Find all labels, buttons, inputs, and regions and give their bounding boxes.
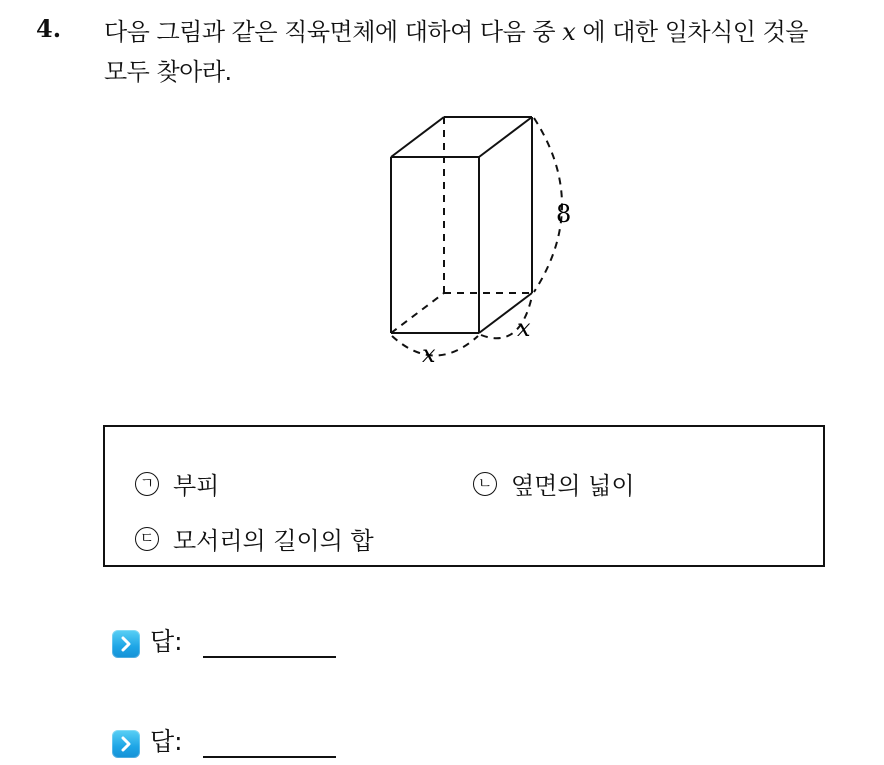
answer-field-2[interactable] bbox=[203, 722, 336, 758]
width-label: x bbox=[422, 340, 436, 368]
chevron-right-icon bbox=[112, 730, 140, 758]
choice-c bbox=[135, 521, 374, 556]
cuboid-figure bbox=[370, 100, 590, 380]
chevron-right-icon bbox=[112, 630, 140, 658]
answer-row-1 bbox=[112, 622, 336, 658]
choice-b-label: 옆면의 넓이 bbox=[511, 472, 635, 500]
answer-label-1: 답: bbox=[150, 627, 183, 656]
question-number: 4. bbox=[36, 14, 62, 43]
choice-a bbox=[135, 466, 219, 501]
choice-c-label: 모서리의 길이의 합 bbox=[173, 527, 374, 555]
height-label: 8 bbox=[556, 200, 572, 228]
question-text-line2: 모두 찾아라. bbox=[104, 58, 232, 86]
answer-field-1[interactable] bbox=[203, 622, 336, 658]
answer-label-2: 답: bbox=[150, 727, 183, 756]
choice-b-marker: ㄴ bbox=[473, 472, 497, 496]
choice-b bbox=[473, 466, 635, 501]
question-text bbox=[104, 12, 874, 92]
choice-a-marker: ㄱ bbox=[135, 472, 159, 496]
question-text-line1-part2: 에 대한 일차식인 것을 bbox=[582, 18, 808, 46]
depth-label: x bbox=[517, 314, 531, 342]
choice-c-marker: ㄷ bbox=[135, 527, 159, 551]
answer-row-2 bbox=[112, 722, 336, 758]
choices-box bbox=[103, 425, 825, 567]
question-variable: x bbox=[562, 18, 576, 46]
top-right-edge bbox=[479, 117, 532, 157]
choice-a-label: 부피 bbox=[173, 472, 220, 500]
question-text-line1-part1: 다음 그림과 같은 직육면체에 대하여 다음 중 bbox=[104, 18, 556, 46]
top-left-edge bbox=[391, 117, 444, 157]
hidden-bottom-left-edge bbox=[391, 293, 444, 333]
